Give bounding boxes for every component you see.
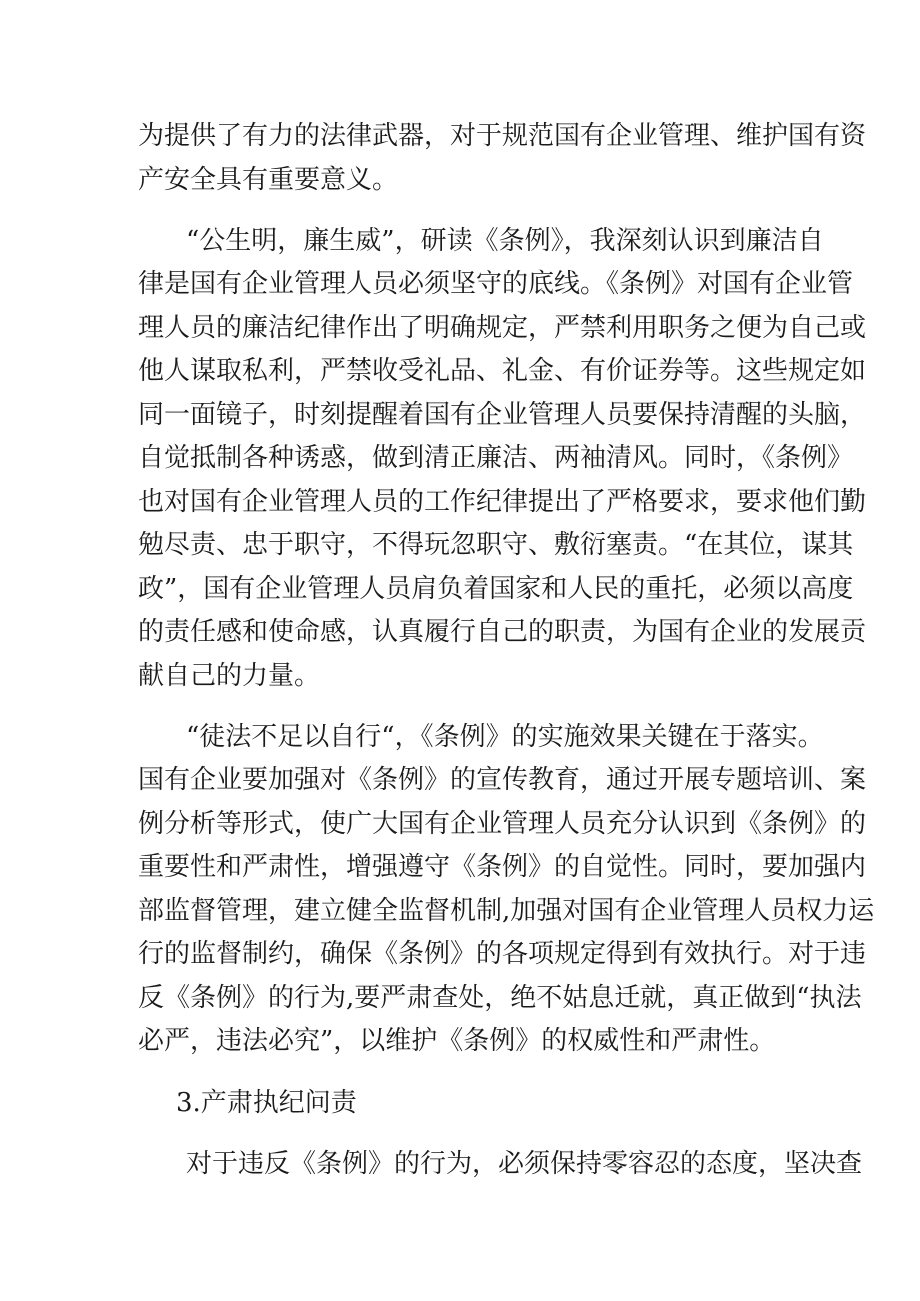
body-text-line: 同一面镜子，时刻提醒着国有企业管理人员要保持清醒的头脑， bbox=[138, 400, 867, 430]
body-text-line: 献自己的力量。 bbox=[138, 661, 321, 691]
body-text-line: 律是国有企业管理人员必须坚守的底线。《条例》对国有企业管 bbox=[138, 269, 854, 299]
body-text-line: 重要性和严肃性，增强遵守《条例》的自觉性。同时，要加强内 bbox=[138, 852, 867, 882]
body-text-line: 勉尽责、忠于职守，不得玩忽职守、敷衍塞责。“在其位，谋其 bbox=[138, 530, 854, 560]
body-text-line: 必严，违法必究”，以维护《条例》的权威性和严肃性。 bbox=[138, 1026, 776, 1056]
body-text-line: 政”，国有企业管理人员肩负着国家和人民的重托，必须以高度 bbox=[138, 574, 854, 604]
body-text-line: 自觉抵制各种诱惑，做到清正廉洁、两袖清风。同时，《条例》 bbox=[138, 443, 854, 473]
body-text-line: 部监督管理，建立健全监督机制,加强对国有企业管理人员权力运 bbox=[138, 896, 875, 926]
body-text-line: 产安全具有重要意义。 bbox=[138, 165, 399, 195]
body-text-line: 也对国有企业管理人员的工作纪律提出了严格要求，要求他们勤 bbox=[138, 487, 867, 517]
body-text-line: “公生明，廉生威”，研读《条例》，我深刻认识到廉洁自 bbox=[186, 226, 824, 256]
section-heading: 3.产肃执纪问责 bbox=[176, 1088, 357, 1118]
body-text-line: 对于违反《条例》的行为，必须保持零容忍的态度，坚决查 bbox=[186, 1149, 863, 1179]
body-text-line: 理人员的廉洁纪律作出了明确规定，严禁利用职务之便为自己或 bbox=[138, 313, 867, 343]
body-text-line: 行的监督制约，确保《条例》的各项规定得到有效执行。对于违 bbox=[138, 939, 867, 969]
body-text-line: 例分析等形式，使广大国有企业管理人员充分认识到《条例》的 bbox=[138, 809, 867, 839]
body-text-line: 他人谋取私利，严禁收受礼品、礼金、有价证券等。这些规定如 bbox=[138, 356, 867, 386]
body-text-line: 的责任感和使命感，认真履行自己的职责，为国有企业的发展贡 bbox=[138, 617, 867, 647]
body-text-line: “徒法不足以自行“，《条例》的实施效果关键在于落实。 bbox=[186, 722, 824, 752]
body-text-line: 国有企业要加强对《条例》的宣传教育，通过开展专题培训、案 bbox=[138, 765, 867, 795]
body-text-line: 为提供了有力的法律武器，对于规范国有企业管理、维护国有资 bbox=[138, 121, 867, 151]
body-text-line: 反《条例》的行为,要严肃查处，绝不姑息迁就，真正做到“执法 bbox=[138, 983, 862, 1013]
